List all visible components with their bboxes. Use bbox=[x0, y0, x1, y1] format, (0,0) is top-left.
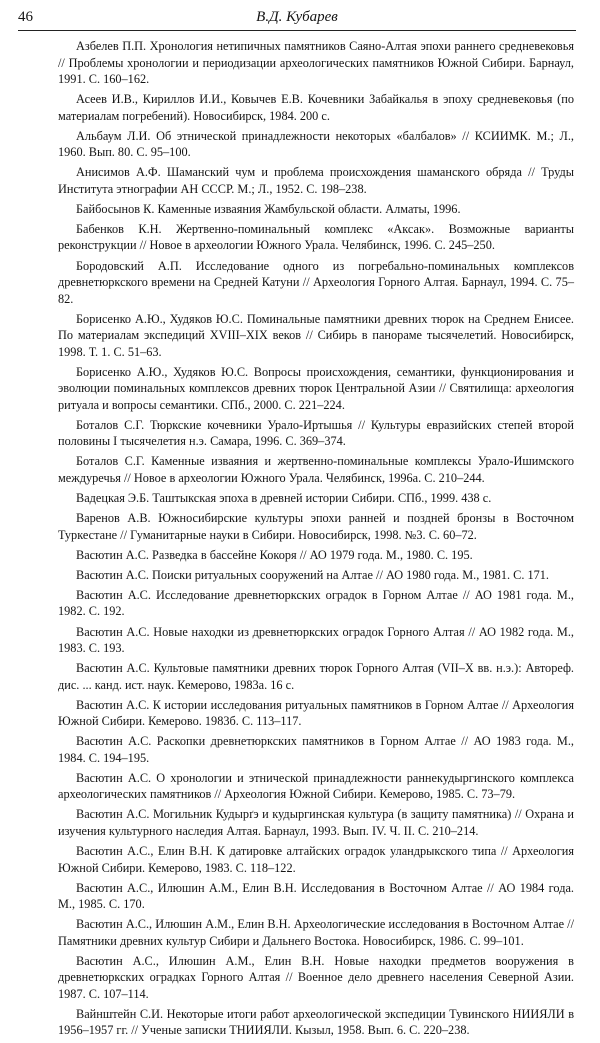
reference-entry: Вадецкая Э.Б. Таштыкская эпоха в древней истории Сибири. СПб., 1999. 438 с. bbox=[76, 491, 492, 506]
reference-entry: Васютин А.С. Разведка в бассейне Кокоря // АО 1979 года. М., 1980. С. 195. bbox=[76, 547, 473, 562]
reference-entry: Боталов С.Г. Каменные изваяния и жертвенно-поминальные комплексы Урало-Ишимского междуречья // Новое в археологии Южного Урала. Челябинск, 1996а. С. 210–244. bbox=[58, 454, 574, 485]
reference-entry: Анисимов А.Ф. Шаманский чум и проблема происхождения шаманского обряда // Труды Института этнографии АН СССР. М.; Л., 1952. С. 198–238. bbox=[58, 165, 574, 196]
reference-entry: Васютин А.С. О хронологии и этнической принадлежности раннекудыргинского комплекса археологических памятников // Археология Южной Сибири. Кемерово, 1985. С. 73–79. bbox=[58, 770, 574, 802]
reference-entry: Бородовский А.П. Исследование одного из погребально-поминальных комплексов древнетюркского времени на Средней Катуни // Археология Горного Алтая. Барнаул, 1994. С. 75–82. bbox=[58, 258, 574, 306]
running-title: В.Д. Кубарев bbox=[256, 9, 338, 25]
reference-entry: Васютин А.С., Елин В.Н. К датировке алтайских оградок уландрыкского типа // Археология Южной Сибири. Кемерово, 1983. С. 118–122. bbox=[58, 844, 574, 875]
reference-entry: Борисенко А.Ю., Худяков Ю.С. Поминальные памятники древних тюрок на Среднем Енисее. По материалам экспедиций XVIII–XIX веков // Сибирь в панораме тысячелетий. Новосибирск, 1998. Т. 1. С. 51–63. bbox=[58, 311, 574, 359]
reference-entry: Васютин А.С. Исследование древнетюркских оградок в Горном Алтае // АО 1981 года. М., 1982. С. 192. bbox=[58, 587, 574, 619]
reference-entry: Васютин А.С. Культовые памятники древних тюрок Горного Алтая (VII–X вв. н.э.): Автореф. дис. ... канд. ист. наук. Кемерово, 1983а. 16 с. bbox=[58, 661, 574, 692]
page-number: 46 bbox=[18, 9, 33, 25]
reference-entry: Васютин А.С. Новые находки из древнетюркских оградок Горного Алтая // АО 1982 года. М., 1983. С. 193. bbox=[58, 624, 574, 655]
reference-entry: Васютин А.С. Могильник Кудырґэ и кудыргинская культура (в защиту памятника) // Охрана и изучения культурного наследия Алтая. Барнаул, 1993. Вып. IV. Ч. II. С. 210–214. bbox=[58, 807, 574, 838]
reference-entry: Бабенков К.Н. Жертвенно-поминальный комплекс «Аксак». Возможные варианты реконструкции // Новое в археологии Южного Урала. Челябинск, 1996. С. 245–250. bbox=[58, 221, 574, 253]
running-header bbox=[18, 6, 576, 31]
reference-entry: Азбелев П.П. Хронология нетипичных памятников Саяно-Алтая эпохи раннего средневековья // Проблемы хронологии и периодизации археологических памятников Южной Сибири. Барнаул, 1991. С. 160–162. bbox=[58, 39, 574, 86]
reference-entry: Асеев И.В., Кириллов И.И., Ковычев Е.В. Кочевники Забайкалья в эпоху средневековья (по материалам погребений). Новосибирск, 1984. 200 с. bbox=[58, 92, 574, 123]
reference-entry: Васютин А.С., Илюшин А.М., Елин В.Н. Новые находки предметов вооружения в древнетюркских оградках Горного Алтая // Военное дело древнего населения Северной Азии. 1987. С. 107–114. bbox=[58, 953, 574, 1001]
reference-entry: Васютин А.С. Поиски ритуальных сооружений на Алтае // АО 1980 года. М., 1981. С. 171. bbox=[76, 567, 549, 582]
reference-entry: Васютин А.С. К истории исследования ритуальных памятников в Горном Алтае // Археология Южной Сибири. Кемерово. 1983б. С. 113–117. bbox=[58, 697, 574, 729]
reference-entry: Васютин А.С., Илюшин А.М., Елин В.Н. Исследования в Восточном Алтае // АО 1984 года. М., 1985. С. 170. bbox=[58, 880, 574, 912]
reference-entry: Альбаум Л.И. Об этнической принадлежности некоторых «балбалов» // КСИИМК. М.; Л., 1960. Вып. 80. С. 95–100. bbox=[58, 128, 574, 160]
reference-entry: Васютин А.С. Раскопки древнетюркских памятников в Горном Алтае // АО 1983 года. М., 1984. С. 194–195. bbox=[58, 734, 574, 765]
reference-entry: Варенов А.В. Южносибирские культуры эпохи ранней и поздней бронзы в Восточном Туркестане // Гуманитарные науки в Сибири. Новосибирск, 1998. №3. С. 60–72. bbox=[58, 511, 574, 542]
reference-entry: Борисенко А.Ю., Худяков Ю.С. Вопросы происхождения, семантики, функционирования и эволюции поминальных комплексов древних тюрок Центральной Азии // Святилища: археология ритуала и вопросы семантики. СПб., 2000. С. 221–224. bbox=[58, 364, 574, 412]
reference-entry: Васютин А.С., Илюшин А.М., Елин В.Н. Археологические исследования в Восточном Алтае // Памятники древних культур Сибири и Дальнего Востока. Новосибирск, 1986. С. 99–101. bbox=[58, 917, 574, 948]
reference-entry: Вайнштейн С.И. Некоторые итоги работ археологической экспедиции Тувинского НИИЯЛИ в 1956–1957 гг. // Ученые записки ТНИИЯЛИ. Кызыл, 1958. Вып. 6. С. 220–238. bbox=[58, 1006, 574, 1038]
reference-entry: Боталов С.Г. Тюркские кочевники Урало-Иртышья // Культуры евразийских степей второй половины I тысячелетия н.э. Самара, 1996. С. 369–374. bbox=[58, 417, 574, 449]
bibliography-list bbox=[58, 38, 574, 1043]
reference-entry: Байбосынов К. Каменные изваяния Жамбульской области. Алматы, 1996. bbox=[76, 201, 461, 216]
